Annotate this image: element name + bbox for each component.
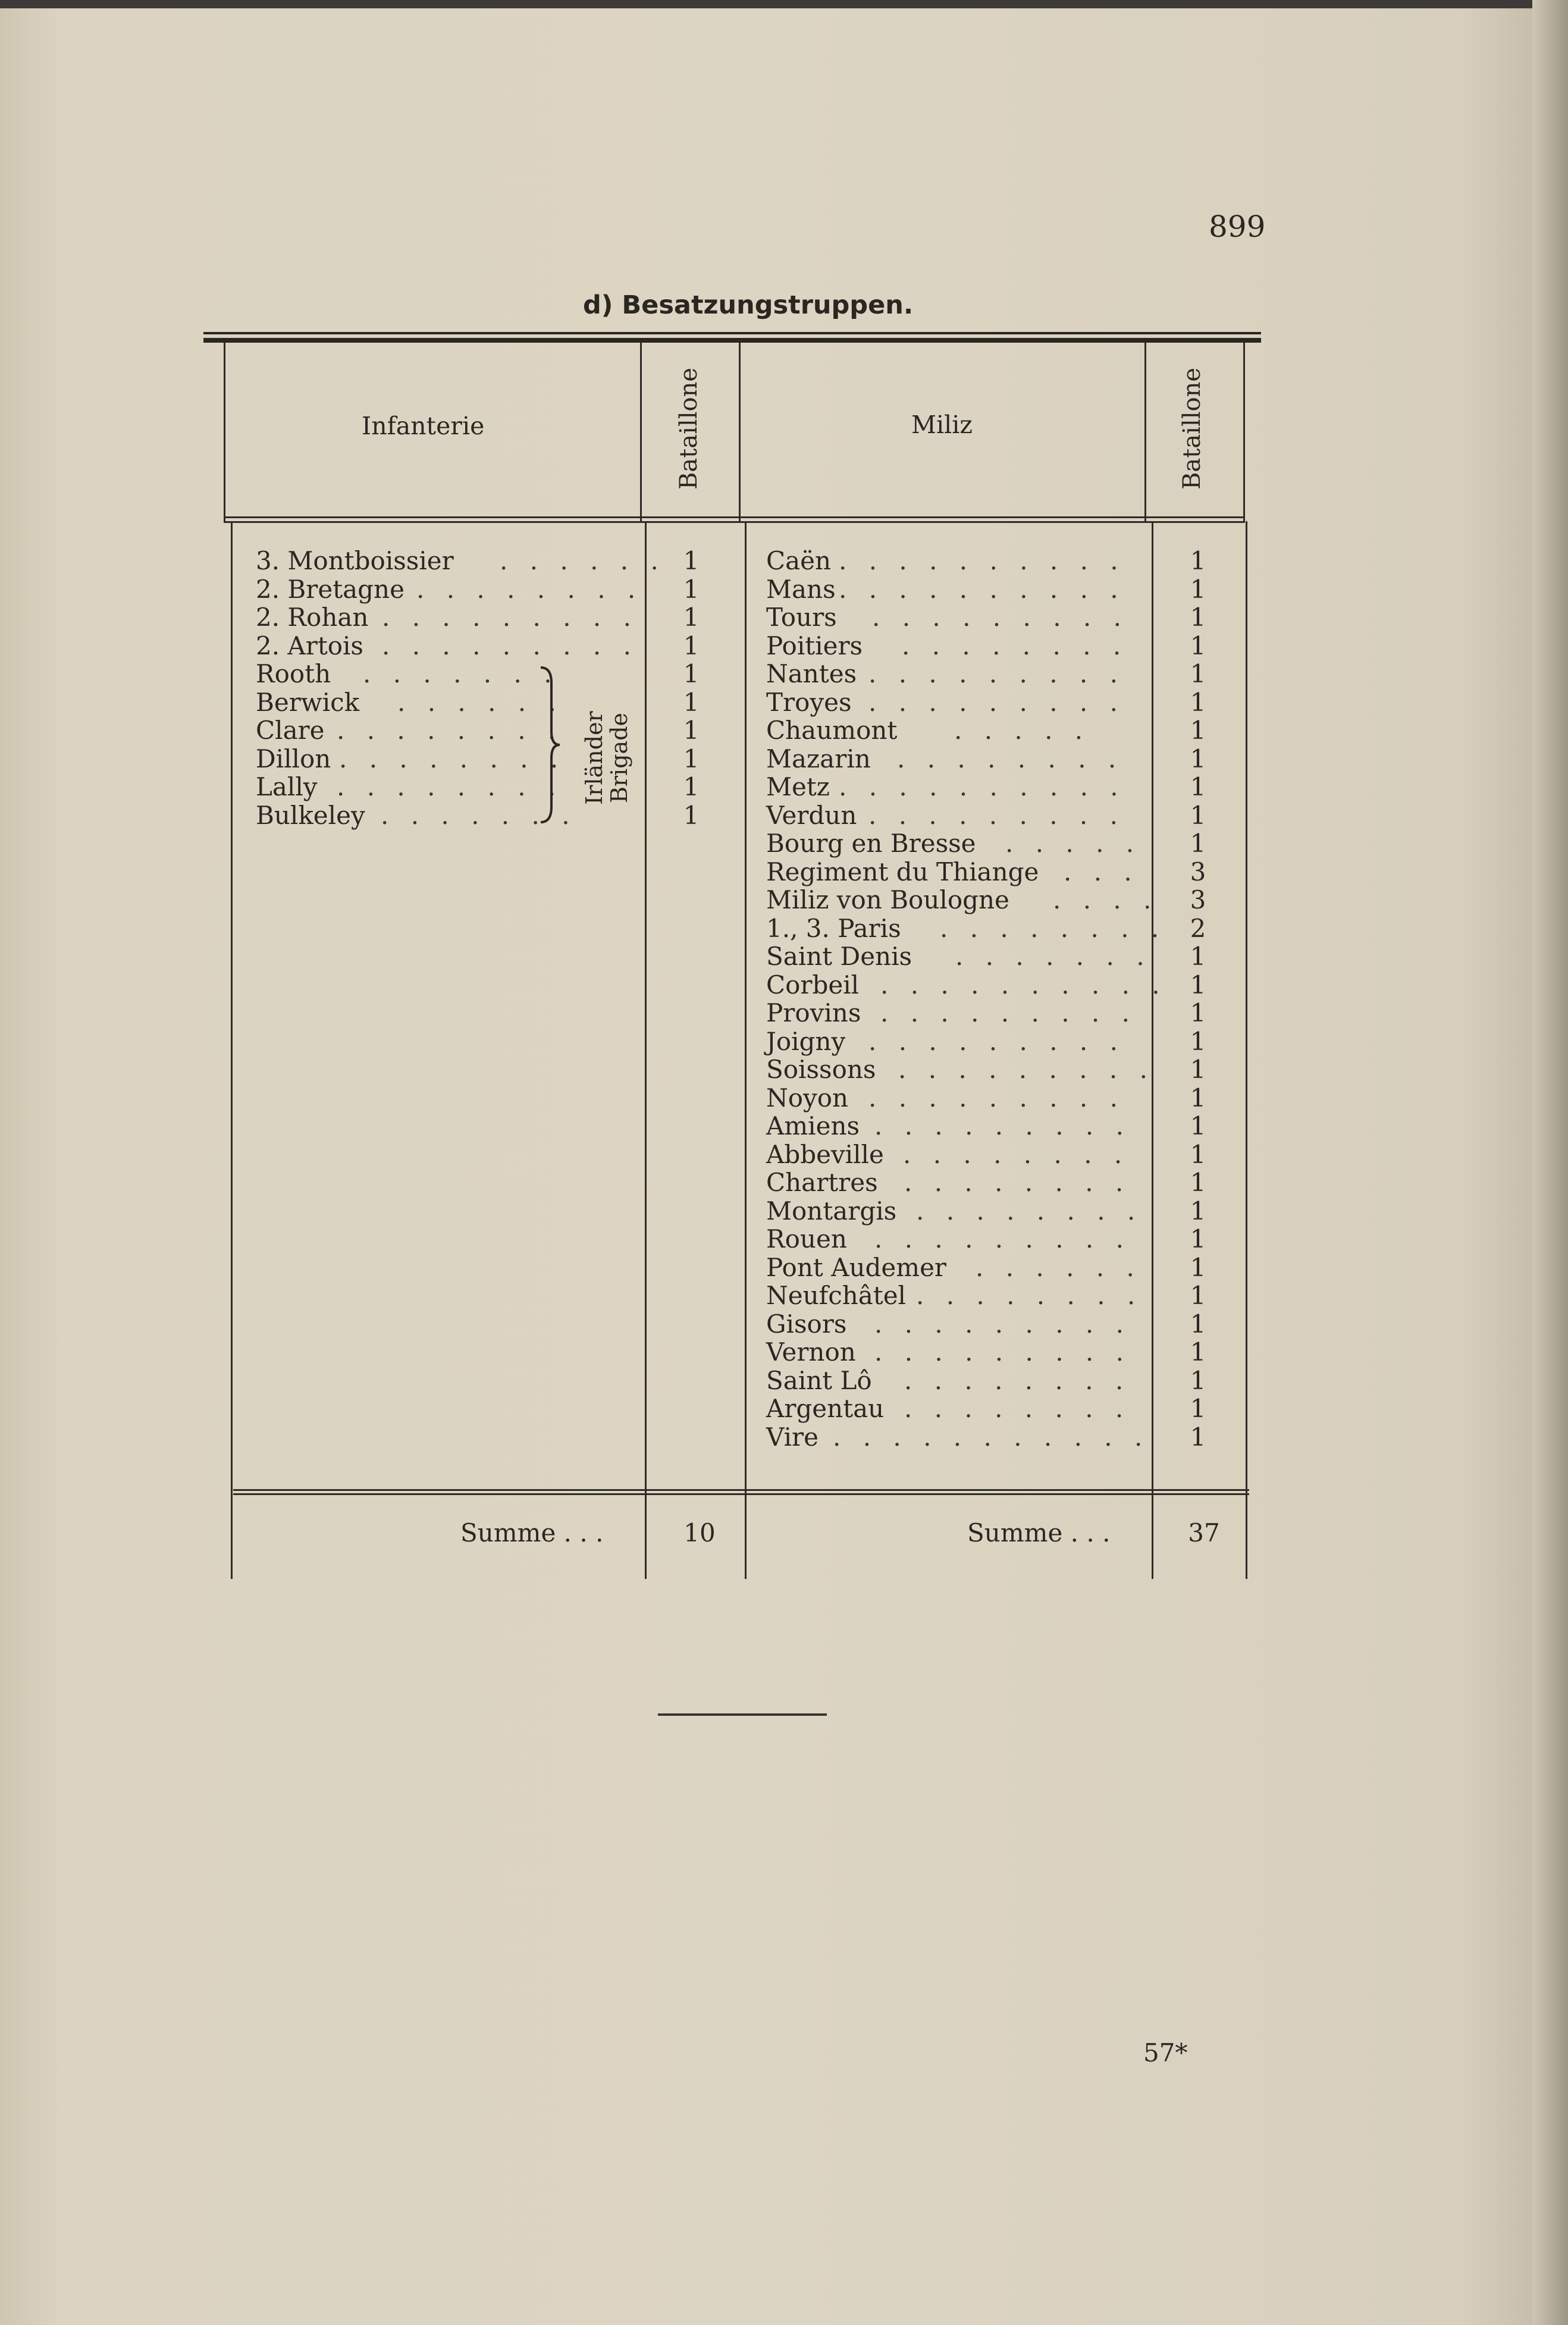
list-item-value: 1 <box>1190 659 1206 688</box>
printer-signature: 57* <box>1143 2038 1188 2067</box>
table-line <box>1144 343 1146 521</box>
list-item: 2. Rohan <box>256 603 369 632</box>
table-line <box>1243 343 1245 521</box>
brigade-label-line1: Irländer <box>581 711 607 805</box>
leader-dots: . . . . . . . . . <box>382 603 638 632</box>
list-item: Saint Denis <box>766 942 912 971</box>
list-item-value: 1 <box>1190 942 1206 971</box>
table-top-rule-thick <box>203 338 1261 343</box>
list-item: Bulkeley <box>256 801 365 830</box>
list-item: Pont Audemer <box>766 1253 947 1282</box>
leader-dots: . . . . . . . . <box>916 1196 1143 1226</box>
list-item: 3. Montboissier <box>256 546 454 575</box>
leader-dots: . . . . . . . . . <box>874 1111 1131 1140</box>
leader-dots: . . . . . . . . . <box>874 1224 1131 1254</box>
list-item: Chartres <box>766 1168 878 1197</box>
list-item: Bourg en Bresse <box>766 829 976 858</box>
leader-dots: . . . . . . . . . <box>868 1027 1125 1056</box>
list-item-value: 1 <box>1190 688 1206 717</box>
list-item: Lally <box>256 772 318 801</box>
list-item: Gisors <box>766 1309 847 1339</box>
header-miliz: Miliz <box>911 411 973 439</box>
section-end-rule <box>658 1713 827 1716</box>
list-item: Mans <box>766 575 836 604</box>
list-item: Chaumont <box>766 716 898 745</box>
list-item-value: 1 <box>1190 631 1206 660</box>
leader-dots: . . . . . . . . . <box>898 1055 1155 1084</box>
page-edge-top <box>0 0 1568 8</box>
brigade-label-line2: Brigade <box>606 712 632 804</box>
list-item: Vire <box>766 1422 819 1452</box>
list-item-value: 3 <box>1190 885 1206 914</box>
list-item-value: 1 <box>683 744 700 773</box>
section-title: d) Besatzungstruppen. <box>583 290 914 320</box>
list-item: Neufchâtel <box>766 1281 906 1310</box>
list-item: 1., 3. Paris <box>766 914 901 943</box>
leader-dots: . . . . . . . <box>363 659 559 688</box>
list-item-value: 1 <box>683 801 700 830</box>
list-item-value: 1 <box>683 688 700 717</box>
list-item-value: 1 <box>683 575 700 604</box>
leader-dots: . . . . . . . . . . <box>839 546 1125 575</box>
leader-dots: . . . . . . . . <box>337 772 563 801</box>
list-item: Saint Lô <box>766 1366 872 1395</box>
leader-dots: . . . . . . . <box>381 801 577 830</box>
table-line <box>745 521 747 1579</box>
list-item-value: 1 <box>1190 1168 1206 1197</box>
list-item-value: 1 <box>1190 801 1206 830</box>
leader-dots: . . . . . . . . . <box>382 631 638 660</box>
leader-dots: . . . . . . . . . . <box>839 575 1125 604</box>
list-item-value: 1 <box>1190 1337 1206 1367</box>
list-item-value: 1 <box>1190 1224 1206 1254</box>
sum-rule <box>233 1493 1249 1495</box>
list-item-value: 1 <box>683 772 700 801</box>
leader-dots: . . . . . . . . . <box>880 998 1137 1027</box>
leader-dots: . . . . . . . . . <box>874 1309 1131 1339</box>
leader-dots: . . . . <box>1053 885 1159 914</box>
header-bottom-rule <box>224 516 1245 518</box>
leader-dots: . . . . . . . . . <box>868 1083 1125 1113</box>
list-item: 2. Artois <box>256 631 363 660</box>
table-top-rule <box>203 332 1261 334</box>
header-infanterie: Infanterie <box>362 412 485 440</box>
header-bataillone-right: Bataillone <box>1178 367 1206 490</box>
list-item-value: 1 <box>1190 1366 1206 1395</box>
list-item-value: 1 <box>1190 1111 1206 1140</box>
leader-dots: . . . . . . . . . . <box>880 970 1167 999</box>
leader-dots: . . . . . . <box>397 688 563 717</box>
list-item-value: 1 <box>1190 546 1206 575</box>
list-item: Abbeville <box>766 1140 884 1169</box>
leader-dots: . . . . . . . . . <box>868 659 1125 688</box>
leader-dots: . . . . . <box>954 716 1090 745</box>
list-item: Tours <box>766 603 837 632</box>
list-item: Poitiers <box>766 631 863 660</box>
list-item-value: 1 <box>1190 1140 1206 1169</box>
brigade-label <box>582 687 632 829</box>
list-item: Berwick <box>256 688 360 717</box>
leader-dots: . . . . . . <box>976 1253 1141 1282</box>
list-item: Clare <box>256 716 325 745</box>
list-item: Caën <box>766 546 832 575</box>
list-item: Vernon <box>766 1337 856 1367</box>
list-item-value: 1 <box>1190 1027 1206 1056</box>
header-bataillone-left: Bataillone <box>675 367 703 490</box>
list-item-value: 1 <box>683 603 700 632</box>
leader-dots: . . . . . . <box>500 546 666 575</box>
list-item: Verdun <box>766 801 857 830</box>
list-item: Metz <box>766 772 830 801</box>
list-item: Rouen <box>766 1224 847 1254</box>
list-item: Miliz von Boulogne <box>766 885 1009 914</box>
table-line <box>640 343 642 521</box>
leader-dots: . . . . . . . . <box>904 1366 1131 1395</box>
list-item-value: 1 <box>1190 1394 1206 1423</box>
sum-value-left: 10 <box>683 1518 716 1547</box>
header-bottom-rule <box>224 521 1245 523</box>
leader-dots: . . . . . . . . <box>916 1281 1143 1310</box>
leader-dots: . . . <box>1064 857 1139 886</box>
sum-label-right: Summe . . . <box>967 1518 1111 1547</box>
list-item-value: 1 <box>683 631 700 660</box>
leader-dots: . . . . . . . . <box>337 716 563 745</box>
leader-dots: . . . . . . . . <box>940 914 1166 943</box>
list-item-value: 1 <box>683 546 700 575</box>
leader-dots: . . . . . . . . <box>904 1168 1131 1197</box>
leader-dots: . . . . . . . . <box>416 575 643 604</box>
list-item-value: 1 <box>683 659 700 688</box>
list-item-value: 1 <box>1190 1422 1206 1452</box>
leader-dots: . . . . . . . . . . <box>839 772 1125 801</box>
list-item: Dillon <box>256 744 331 773</box>
leader-dots: . . . . . . . . . <box>868 688 1125 717</box>
table-line <box>645 521 647 1579</box>
leader-dots: . . . . . . . . . <box>874 1337 1131 1367</box>
list-item-value: 1 <box>1190 716 1206 745</box>
list-item-value: 1 <box>1190 829 1206 858</box>
sum-label-left: Summe . . . <box>460 1518 604 1547</box>
list-item: Troyes <box>766 688 852 717</box>
table-line <box>1152 521 1153 1579</box>
leader-dots: . . . . . . . . <box>897 744 1124 773</box>
list-item-value: 1 <box>1190 1281 1206 1310</box>
list-item-value: 3 <box>1190 857 1206 886</box>
list-item-value: 1 <box>683 716 700 745</box>
leader-dots: . . . . . . . . <box>339 744 566 773</box>
list-item-value: 1 <box>1190 575 1206 604</box>
leader-dots: . . . . . . . . <box>902 631 1128 660</box>
leader-dots: . . . . . <box>1005 829 1141 858</box>
list-item: Noyon <box>766 1083 849 1113</box>
table-line <box>224 343 225 521</box>
list-item-value: 1 <box>1190 970 1206 999</box>
table-line <box>739 343 741 521</box>
list-item: Montargis <box>766 1196 897 1226</box>
list-item: Corbeil <box>766 970 860 999</box>
list-item-value: 2 <box>1190 914 1206 943</box>
list-item: Mazarin <box>766 744 871 773</box>
list-item: Provins <box>766 998 861 1027</box>
list-item-value: 1 <box>1190 1083 1206 1113</box>
list-item-value: 1 <box>1190 1196 1206 1226</box>
list-item: Amiens <box>766 1111 860 1140</box>
list-item: Rooth <box>256 659 331 688</box>
leader-dots: . . . . . . . <box>955 942 1152 971</box>
page-edge-right <box>1532 0 1568 2325</box>
leader-dots: . . . . . . . . . <box>872 603 1128 632</box>
table-line <box>231 521 233 1579</box>
page-number: 899 <box>1209 209 1266 244</box>
list-item: Nantes <box>766 659 857 688</box>
leader-dots: . . . . . . . . . <box>868 801 1125 830</box>
leader-dots: . . . . . . . . . . . <box>833 1422 1150 1452</box>
list-item-value: 1 <box>1190 744 1206 773</box>
leader-dots: . . . . . . . . <box>903 1140 1130 1169</box>
list-item: Regiment du Thiange <box>766 857 1039 886</box>
leader-dots: . . . . . . . . <box>904 1394 1131 1423</box>
list-item: 2. Bretagne <box>256 575 404 604</box>
table-line <box>1246 521 1247 1579</box>
list-item-value: 1 <box>1190 1253 1206 1282</box>
list-item: Soissons <box>766 1055 876 1084</box>
list-item-value: 1 <box>1190 603 1206 632</box>
list-item-value: 1 <box>1190 1055 1206 1084</box>
list-item: Argentau <box>766 1394 885 1423</box>
sum-value-right: 37 <box>1188 1518 1220 1547</box>
list-item-value: 1 <box>1190 998 1206 1027</box>
brace-icon <box>538 665 562 825</box>
list-item-value: 1 <box>1190 1309 1206 1339</box>
list-item-value: 1 <box>1190 772 1206 801</box>
sum-rule <box>233 1489 1249 1491</box>
list-item: Joigny <box>766 1027 846 1056</box>
